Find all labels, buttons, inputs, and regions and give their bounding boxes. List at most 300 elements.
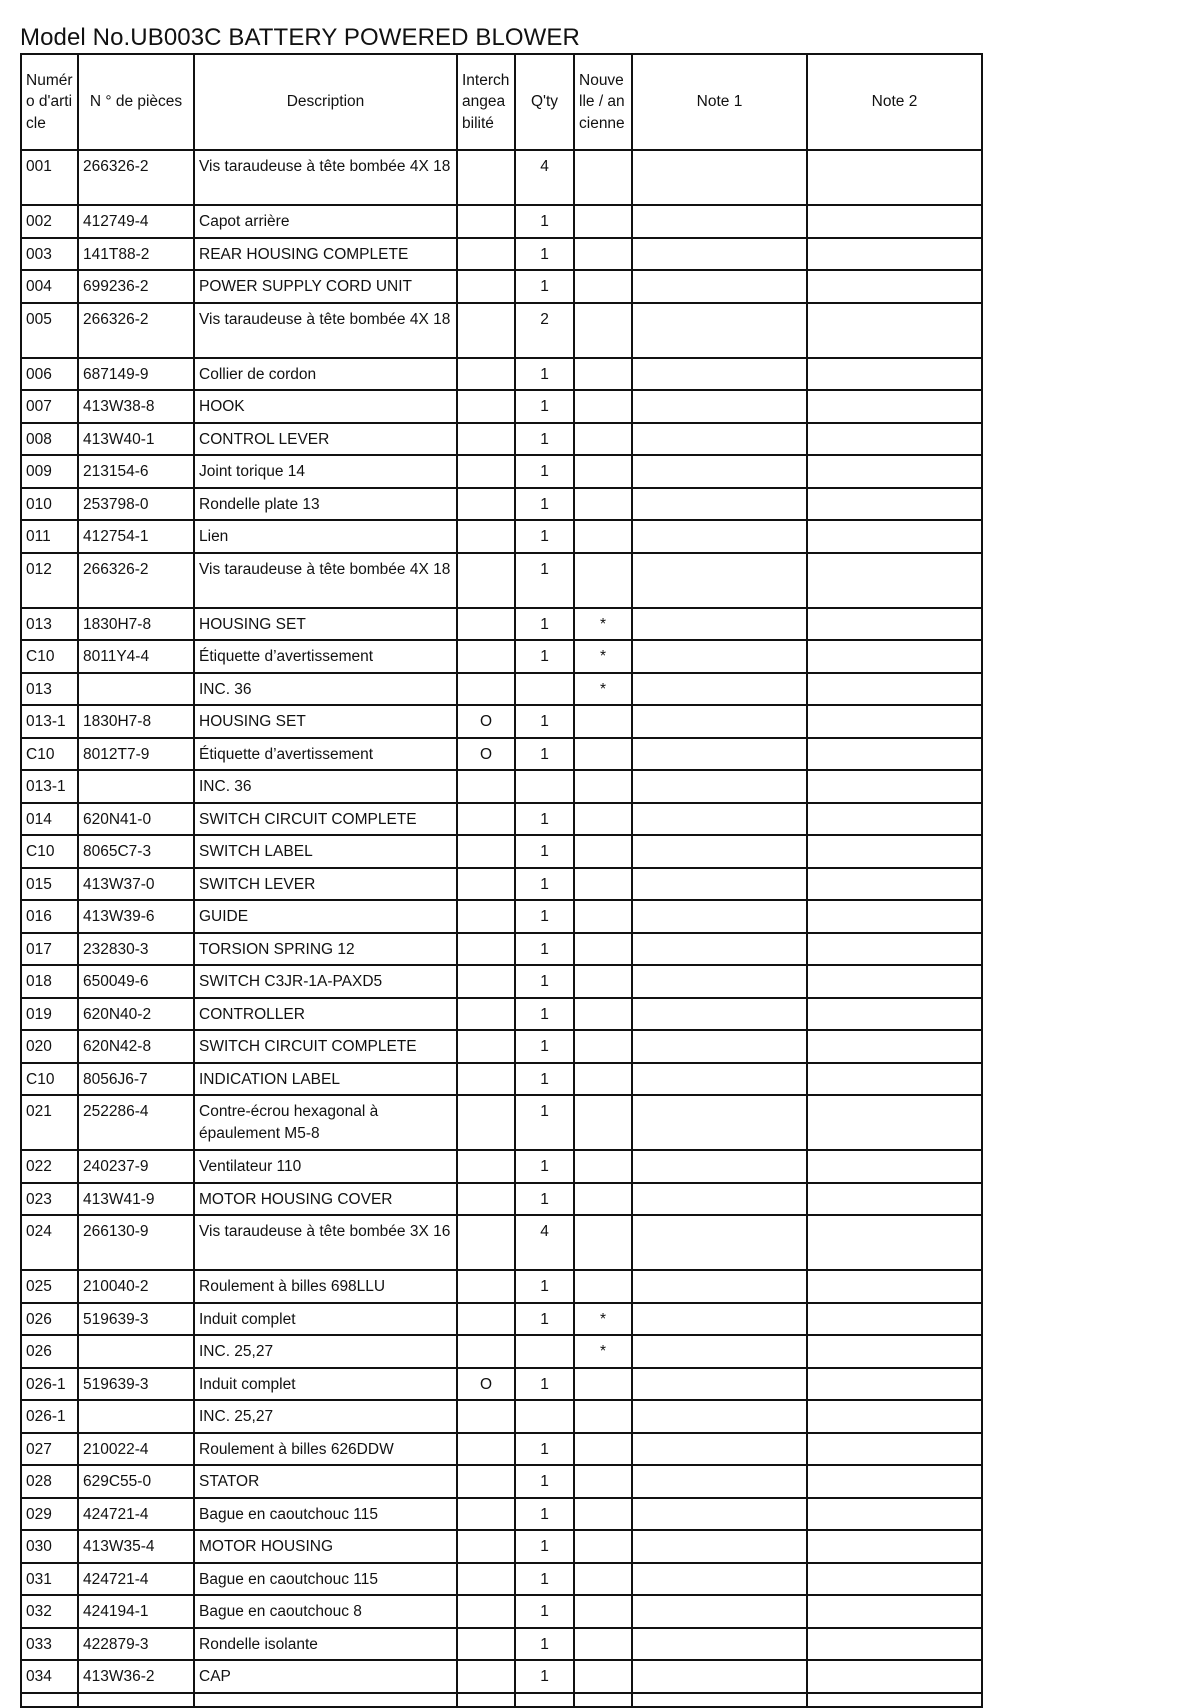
cell-part-number: 699236-2 <box>78 270 194 303</box>
cell-quantity: 1 <box>515 738 574 771</box>
cell-interchangeability <box>457 1303 515 1336</box>
cell-part-number: 620N42-8 <box>78 1030 194 1063</box>
cell-part-number: 1830H7-8 <box>78 705 194 738</box>
cell-interchangeability <box>457 868 515 901</box>
table-row <box>21 1270 982 1303</box>
cell-new-old: * <box>574 640 632 673</box>
cell-note-1 <box>632 1595 807 1628</box>
cell-part-number: 213154-6 <box>78 455 194 488</box>
table-row <box>21 553 982 608</box>
cell-item-number: 014 <box>21 803 78 836</box>
cell-note-1 <box>632 1095 807 1150</box>
cell-interchangeability <box>457 1183 515 1216</box>
cell-item-number: 013 <box>21 608 78 641</box>
cell-note-1 <box>632 358 807 391</box>
cell-quantity: 1 <box>515 705 574 738</box>
cell-item-number: 001 <box>21 150 78 205</box>
cell-note-1 <box>632 1433 807 1466</box>
cell-quantity: 1 <box>515 1368 574 1401</box>
cell-quantity <box>515 1335 574 1368</box>
table-row <box>21 1563 982 1596</box>
table-row <box>21 1465 982 1498</box>
cell-interchangeability <box>457 390 515 423</box>
cell-item-number: C10 <box>21 1063 78 1096</box>
cell-note-2 <box>807 1150 982 1183</box>
cell-quantity: 1 <box>515 998 574 1031</box>
table-row <box>21 900 982 933</box>
cell-interchangeability <box>457 1530 515 1563</box>
cell-note-1 <box>632 1660 807 1693</box>
cell-note-2 <box>807 205 982 238</box>
cell-interchangeability <box>457 1270 515 1303</box>
cell-note-1 <box>632 270 807 303</box>
cell-note-1 <box>632 738 807 771</box>
table-row <box>21 1030 982 1063</box>
cell-item-number: 026-1 <box>21 1400 78 1433</box>
header-description: Description <box>194 54 457 150</box>
cell-description: Collier de cordon <box>194 358 457 391</box>
table-row <box>21 640 982 673</box>
cell-quantity: 1 <box>515 488 574 521</box>
cell-new-old <box>574 933 632 966</box>
cell-interchangeability <box>457 1433 515 1466</box>
cell-item-number: 024 <box>21 1215 78 1270</box>
cell-part-number: 266326-2 <box>78 150 194 205</box>
cell-interchangeability <box>457 1150 515 1183</box>
cell-note-2 <box>807 1368 982 1401</box>
cell-description: INC. 25,27 <box>194 1335 457 1368</box>
cell-part-number: 650049-6 <box>78 965 194 998</box>
cell-quantity: 1 <box>515 1030 574 1063</box>
cell-interchangeability <box>457 303 515 358</box>
cell-quantity: 1 <box>515 803 574 836</box>
table-row <box>21 1303 982 1336</box>
table-row <box>21 1400 982 1433</box>
header-item-number: Numéro d'article <box>21 54 78 150</box>
cell-interchangeability <box>457 1215 515 1270</box>
cell-note-2 <box>807 303 982 358</box>
cell-description: Bague en caoutchouc 115 <box>194 1498 457 1531</box>
cell-interchangeability <box>457 803 515 836</box>
cell-description: STATOR <box>194 1465 457 1498</box>
table-header-row <box>21 54 982 150</box>
cell-new-old <box>574 1628 632 1661</box>
cell-new-old: * <box>574 1335 632 1368</box>
cell-part-number: 240237-9 <box>78 1150 194 1183</box>
cell-note-1 <box>632 1303 807 1336</box>
cell-item-number: 002 <box>21 205 78 238</box>
cell-note-2 <box>807 390 982 423</box>
cell-note-2 <box>807 1595 982 1628</box>
cell-note-1 <box>632 238 807 271</box>
cell-new-old <box>574 998 632 1031</box>
cell-empty <box>632 1693 807 1707</box>
cell-quantity: 1 <box>515 270 574 303</box>
cell-note-2 <box>807 488 982 521</box>
cell-interchangeability <box>457 900 515 933</box>
cell-item-number: C10 <box>21 640 78 673</box>
cell-part-number: 424721-4 <box>78 1498 194 1531</box>
cell-item-number: 034 <box>21 1660 78 1693</box>
cell-item-number: 009 <box>21 455 78 488</box>
cell-note-1 <box>632 673 807 706</box>
cell-new-old <box>574 423 632 456</box>
cell-description: GUIDE <box>194 900 457 933</box>
cell-note-1 <box>632 1063 807 1096</box>
cell-description: MOTOR HOUSING <box>194 1530 457 1563</box>
cell-item-number: 031 <box>21 1563 78 1596</box>
cell-description: Induit complet <box>194 1303 457 1336</box>
cell-note-2 <box>807 1303 982 1336</box>
cell-new-old <box>574 553 632 608</box>
cell-item-number: 020 <box>21 1030 78 1063</box>
cell-item-number: 012 <box>21 553 78 608</box>
cell-quantity: 1 <box>515 1498 574 1531</box>
cell-interchangeability: O <box>457 738 515 771</box>
cell-item-number: 006 <box>21 358 78 391</box>
cell-quantity: 1 <box>515 1660 574 1693</box>
cell-description: Ventilateur 110 <box>194 1150 457 1183</box>
cell-note-2 <box>807 965 982 998</box>
cell-item-number: 026 <box>21 1335 78 1368</box>
cell-item-number: 032 <box>21 1595 78 1628</box>
cell-part-number: 210022-4 <box>78 1433 194 1466</box>
cell-interchangeability <box>457 1465 515 1498</box>
cell-quantity <box>515 673 574 706</box>
cell-item-number: 029 <box>21 1498 78 1531</box>
cell-note-2 <box>807 1063 982 1096</box>
cell-description: Capot arrière <box>194 205 457 238</box>
cell-note-2 <box>807 998 982 1031</box>
cell-description: Roulement à billes 626DDW <box>194 1433 457 1466</box>
cell-interchangeability <box>457 1095 515 1150</box>
table-row <box>21 358 982 391</box>
cell-item-number: 026 <box>21 1303 78 1336</box>
cell-description: Vis taraudeuse à tête bombée 4X 18 <box>194 150 457 205</box>
cell-interchangeability <box>457 238 515 271</box>
cell-note-2 <box>807 738 982 771</box>
cell-new-old <box>574 390 632 423</box>
cell-note-2 <box>807 1563 982 1596</box>
cell-quantity: 1 <box>515 1595 574 1628</box>
cell-note-1 <box>632 520 807 553</box>
cell-item-number: 026-1 <box>21 1368 78 1401</box>
cell-part-number: 8011Y4-4 <box>78 640 194 673</box>
cell-part-number: 620N41-0 <box>78 803 194 836</box>
document-title: Model No.UB003C BATTERY POWERED BLOWER <box>20 24 580 51</box>
cell-note-1 <box>632 1335 807 1368</box>
cell-part-number: 629C55-0 <box>78 1465 194 1498</box>
cell-description: INDICATION LABEL <box>194 1063 457 1096</box>
cell-quantity: 1 <box>515 1063 574 1096</box>
cell-note-2 <box>807 1628 982 1661</box>
cell-part-number: 413W38-8 <box>78 390 194 423</box>
cell-part-number: 422879-3 <box>78 1628 194 1661</box>
table-row <box>21 1215 982 1270</box>
cell-item-number: 021 <box>21 1095 78 1150</box>
table-row-clipped <box>21 1693 982 1707</box>
table-row <box>21 423 982 456</box>
cell-part-number: 424721-4 <box>78 1563 194 1596</box>
cell-note-2 <box>807 803 982 836</box>
cell-description: CONTROLLER <box>194 998 457 1031</box>
cell-new-old: * <box>574 1303 632 1336</box>
cell-quantity: 1 <box>515 1270 574 1303</box>
cell-description: Bague en caoutchouc 115 <box>194 1563 457 1596</box>
cell-part-number: 8012T7-9 <box>78 738 194 771</box>
cell-note-2 <box>807 1400 982 1433</box>
cell-description: Vis taraudeuse à tête bombée 4X 18 <box>194 303 457 358</box>
header-note-1: Note 1 <box>632 54 807 150</box>
cell-quantity: 1 <box>515 1628 574 1661</box>
cell-part-number: 687149-9 <box>78 358 194 391</box>
cell-description: SWITCH LEVER <box>194 868 457 901</box>
cell-note-2 <box>807 1215 982 1270</box>
cell-note-1 <box>632 1498 807 1531</box>
cell-new-old <box>574 303 632 358</box>
cell-new-old <box>574 1368 632 1401</box>
cell-part-number: 8065C7-3 <box>78 835 194 868</box>
table-row <box>21 868 982 901</box>
cell-note-2 <box>807 673 982 706</box>
cell-new-old <box>574 738 632 771</box>
table-row <box>21 1183 982 1216</box>
cell-new-old <box>574 358 632 391</box>
cell-part-number: 412749-4 <box>78 205 194 238</box>
cell-item-number: 008 <box>21 423 78 456</box>
table-row <box>21 205 982 238</box>
cell-empty <box>515 1693 574 1707</box>
cell-quantity: 1 <box>515 238 574 271</box>
cell-item-number: C10 <box>21 738 78 771</box>
cell-new-old <box>574 965 632 998</box>
cell-new-old <box>574 1183 632 1216</box>
cell-quantity: 1 <box>515 1465 574 1498</box>
table-row <box>21 455 982 488</box>
cell-item-number: 011 <box>21 520 78 553</box>
cell-note-1 <box>632 998 807 1031</box>
cell-item-number: 003 <box>21 238 78 271</box>
cell-new-old <box>574 868 632 901</box>
cell-part-number: 252286-4 <box>78 1095 194 1150</box>
cell-new-old: * <box>574 673 632 706</box>
cell-item-number: 005 <box>21 303 78 358</box>
cell-empty <box>194 1693 457 1707</box>
cell-part-number: 620N40-2 <box>78 998 194 1031</box>
table-row <box>21 488 982 521</box>
cell-part-number: 519639-3 <box>78 1303 194 1336</box>
cell-quantity: 1 <box>515 1303 574 1336</box>
cell-note-2 <box>807 640 982 673</box>
table-row <box>21 1433 982 1466</box>
cell-note-1 <box>632 803 807 836</box>
cell-description: SWITCH CIRCUIT COMPLETE <box>194 1030 457 1063</box>
cell-note-1 <box>632 1183 807 1216</box>
cell-empty <box>807 1693 982 1707</box>
cell-note-2 <box>807 238 982 271</box>
cell-quantity: 1 <box>515 900 574 933</box>
cell-item-number: 025 <box>21 1270 78 1303</box>
cell-note-2 <box>807 520 982 553</box>
cell-description: SWITCH C3JR-1A-PAXD5 <box>194 965 457 998</box>
cell-new-old <box>574 520 632 553</box>
table-row <box>21 150 982 205</box>
cell-note-2 <box>807 1465 982 1498</box>
cell-quantity: 1 <box>515 455 574 488</box>
cell-new-old <box>574 1400 632 1433</box>
cell-new-old <box>574 803 632 836</box>
cell-description: CAP <box>194 1660 457 1693</box>
cell-note-1 <box>632 1400 807 1433</box>
cell-item-number: 019 <box>21 998 78 1031</box>
cell-note-2 <box>807 1660 982 1693</box>
cell-quantity: 1 <box>515 965 574 998</box>
cell-note-1 <box>632 770 807 803</box>
cell-part-number <box>78 1400 194 1433</box>
cell-part-number: 232830-3 <box>78 933 194 966</box>
cell-part-number: 210040-2 <box>78 1270 194 1303</box>
cell-item-number: 010 <box>21 488 78 521</box>
cell-new-old <box>574 705 632 738</box>
table-row <box>21 998 982 1031</box>
cell-new-old <box>574 1498 632 1531</box>
table-row <box>21 770 982 803</box>
table-row <box>21 1368 982 1401</box>
cell-note-1 <box>632 205 807 238</box>
cell-part-number: 413W39-6 <box>78 900 194 933</box>
cell-description: INC. 25,27 <box>194 1400 457 1433</box>
cell-description: HOUSING SET <box>194 608 457 641</box>
table-row <box>21 673 982 706</box>
cell-description: Lien <box>194 520 457 553</box>
cell-interchangeability <box>457 1335 515 1368</box>
cell-note-1 <box>632 1215 807 1270</box>
cell-new-old <box>574 1270 632 1303</box>
table-row <box>21 1063 982 1096</box>
cell-empty <box>78 1693 194 1707</box>
table-row <box>21 1150 982 1183</box>
cell-part-number: 413W37-0 <box>78 868 194 901</box>
cell-item-number: 004 <box>21 270 78 303</box>
cell-interchangeability <box>457 488 515 521</box>
cell-new-old <box>574 1660 632 1693</box>
cell-interchangeability <box>457 1628 515 1661</box>
cell-new-old: * <box>574 608 632 641</box>
cell-empty <box>457 1693 515 1707</box>
cell-note-1 <box>632 303 807 358</box>
cell-interchangeability <box>457 608 515 641</box>
cell-description: INC. 36 <box>194 673 457 706</box>
cell-note-2 <box>807 553 982 608</box>
cell-part-number: 266326-2 <box>78 303 194 358</box>
cell-part-number <box>78 770 194 803</box>
cell-part-number: 253798-0 <box>78 488 194 521</box>
cell-note-1 <box>632 1270 807 1303</box>
cell-note-1 <box>632 1563 807 1596</box>
cell-description: TORSION SPRING 12 <box>194 933 457 966</box>
cell-interchangeability <box>457 933 515 966</box>
cell-new-old <box>574 1095 632 1150</box>
cell-note-2 <box>807 1530 982 1563</box>
cell-new-old <box>574 1433 632 1466</box>
cell-interchangeability <box>457 998 515 1031</box>
cell-note-2 <box>807 705 982 738</box>
cell-quantity: 1 <box>515 868 574 901</box>
cell-note-1 <box>632 608 807 641</box>
cell-quantity: 1 <box>515 933 574 966</box>
cell-part-number: 413W41-9 <box>78 1183 194 1216</box>
cell-note-1 <box>632 150 807 205</box>
cell-new-old <box>574 270 632 303</box>
cell-part-number: 8056J6-7 <box>78 1063 194 1096</box>
header-note-2: Note 2 <box>807 54 982 150</box>
table-row <box>21 1530 982 1563</box>
cell-quantity: 1 <box>515 1433 574 1466</box>
cell-item-number: 027 <box>21 1433 78 1466</box>
cell-description: HOOK <box>194 390 457 423</box>
cell-interchangeability <box>457 205 515 238</box>
cell-note-2 <box>807 1030 982 1063</box>
cell-new-old <box>574 1063 632 1096</box>
cell-item-number: 023 <box>21 1183 78 1216</box>
cell-interchangeability <box>457 1063 515 1096</box>
cell-note-1 <box>632 1465 807 1498</box>
cell-quantity: 4 <box>515 1215 574 1270</box>
cell-item-number: 013-1 <box>21 770 78 803</box>
cell-new-old <box>574 205 632 238</box>
cell-item-number: 033 <box>21 1628 78 1661</box>
cell-note-1 <box>632 1368 807 1401</box>
cell-empty <box>574 1693 632 1707</box>
cell-description: Roulement à billes 698LLU <box>194 1270 457 1303</box>
cell-item-number: 013-1 <box>21 705 78 738</box>
cell-new-old <box>574 488 632 521</box>
cell-description: POWER SUPPLY CORD UNIT <box>194 270 457 303</box>
table-row <box>21 270 982 303</box>
cell-quantity: 1 <box>515 1150 574 1183</box>
cell-note-1 <box>632 1628 807 1661</box>
header-quantity: Q'ty <box>515 54 574 150</box>
cell-interchangeability <box>457 270 515 303</box>
cell-interchangeability <box>457 1498 515 1531</box>
cell-part-number: 1830H7-8 <box>78 608 194 641</box>
cell-item-number: 030 <box>21 1530 78 1563</box>
table-row <box>21 238 982 271</box>
cell-quantity: 1 <box>515 520 574 553</box>
cell-quantity: 1 <box>515 390 574 423</box>
table-row <box>21 1628 982 1661</box>
cell-part-number: 141T88-2 <box>78 238 194 271</box>
cell-interchangeability <box>457 673 515 706</box>
table-row <box>21 965 982 998</box>
cell-interchangeability <box>457 1595 515 1628</box>
cell-quantity <box>515 770 574 803</box>
table-row <box>21 1660 982 1693</box>
cell-note-1 <box>632 900 807 933</box>
cell-note-2 <box>807 1335 982 1368</box>
cell-new-old <box>574 1215 632 1270</box>
cell-part-number: 266326-2 <box>78 553 194 608</box>
cell-note-1 <box>632 965 807 998</box>
cell-quantity: 1 <box>515 358 574 391</box>
cell-new-old <box>574 150 632 205</box>
table-row <box>21 705 982 738</box>
cell-interchangeability <box>457 150 515 205</box>
cell-note-1 <box>632 705 807 738</box>
cell-quantity: 1 <box>515 1183 574 1216</box>
cell-note-1 <box>632 933 807 966</box>
cell-description: Étiquette d’avertissement <box>194 640 457 673</box>
